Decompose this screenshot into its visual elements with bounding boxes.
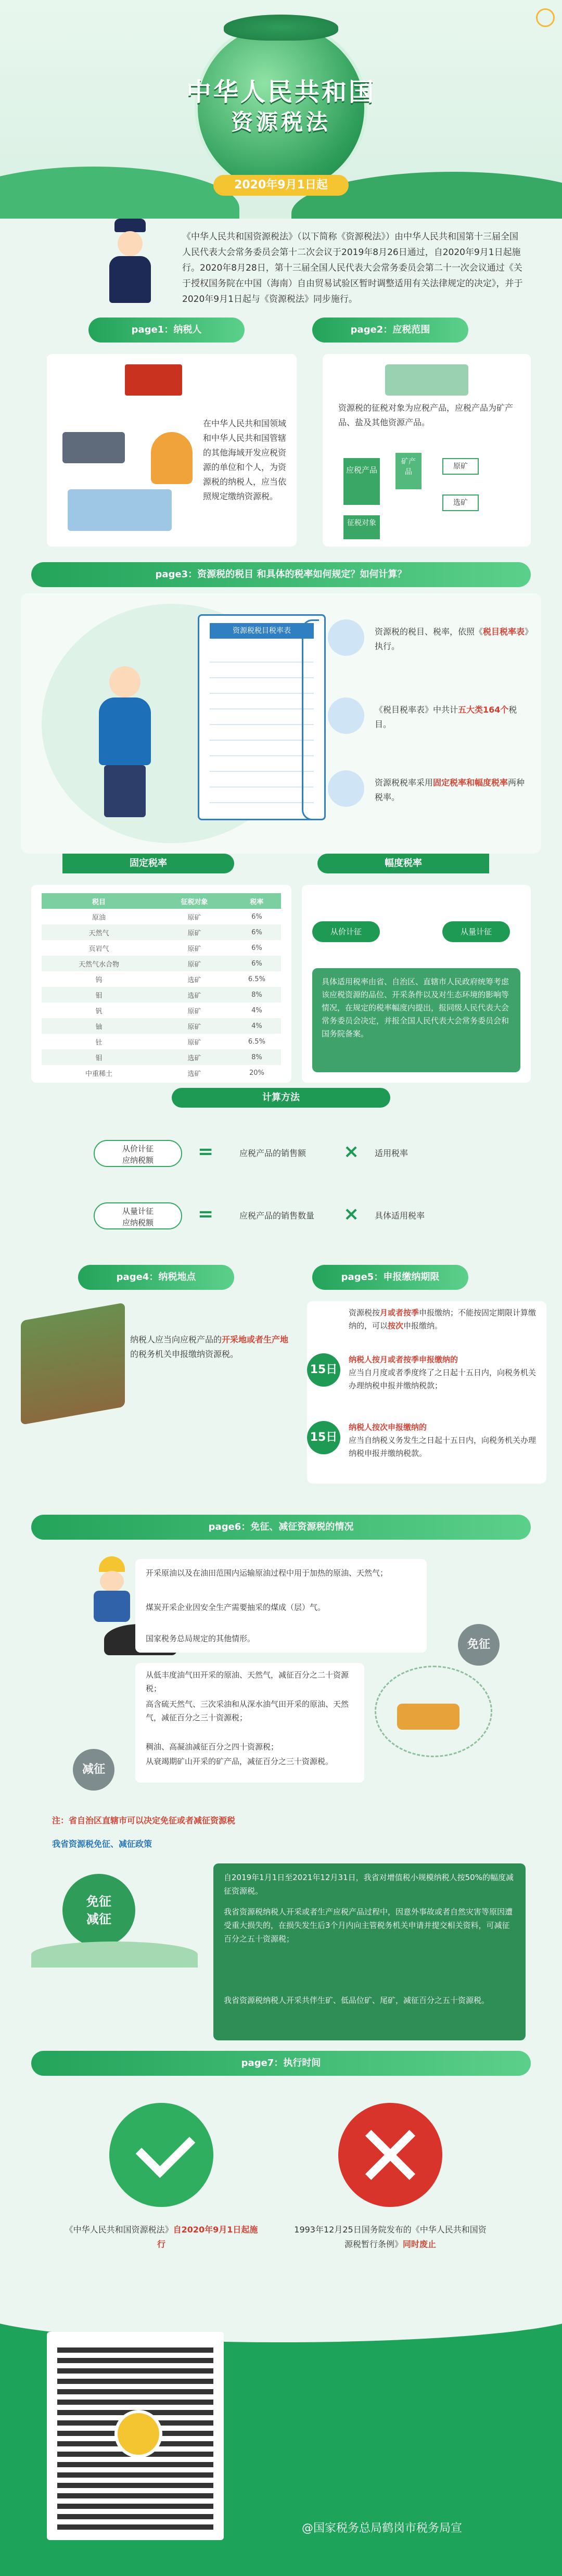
p1-pre: 资源税按: [349, 1308, 380, 1317]
free-item-2: 煤炭开采企业因安全生产需要抽采的煤成（层）气。: [146, 1603, 326, 1612]
table-row: [42, 1003, 281, 1018]
table-row: [42, 1049, 281, 1065]
day-badge-1: 15日: [307, 1353, 340, 1387]
formula2-l1: 从量计征: [122, 1207, 154, 1216]
cell: 6.5%: [248, 1037, 265, 1046]
page4-post: 的税务机关申报缴纳资源税。: [130, 1349, 239, 1359]
table-row: [42, 1065, 281, 1081]
header-cell: 征税对象: [156, 893, 233, 909]
reduce-item-4: 从衰竭期矿山开采的矿产品，减征百分之三十资源税。: [146, 1757, 334, 1766]
p7-left-pre: 《中华人民共和国资源税法》: [65, 2225, 173, 2235]
reduce-item-3: 稠油、高凝油减征百分之四十资源税；: [146, 1742, 279, 1752]
emblem-icon: [114, 2410, 162, 2458]
p3-head: 纳税人按次申报缴纳的: [349, 1423, 427, 1432]
footer: [0, 2311, 562, 2576]
page4-text: [130, 1333, 297, 1362]
cell: 8%: [233, 987, 281, 1003]
cell: 原矿: [156, 1018, 233, 1034]
cell: 6%: [251, 944, 262, 952]
miner-icon: [83, 1556, 140, 1624]
p7-left-red: 自2020年9月1日起施行: [157, 2225, 258, 2249]
fixed-rate-title: 固定税率: [62, 854, 234, 873]
check-circle-icon: [109, 2103, 213, 2207]
cell: 原矿: [187, 1038, 201, 1047]
item1-post: 》执行。: [375, 627, 529, 651]
cell: 钍: [95, 1038, 103, 1047]
cell: 钨: [95, 976, 103, 984]
intro-text: 《中华人民共和国资源税法》（以下简称《资源税法》）由中华人民共和国第十三届全国人民代表大会常务委员会第十二次会议于2019年8月26日通过，自2020年9月1日起施行。2020年8月28日，第十三届全国人民代表大会常务委员会第二十一次会议通过《关于授权国务院在中国（海南）自由贸易试验区暂时调整适用有关法律规定的决定》，并于2020年9月1日起与《资源税法》同步施行。: [182, 232, 523, 304]
item2-pre: 《税目税率表》中共计: [375, 705, 458, 715]
cell: 选矿: [187, 976, 201, 984]
page1-text: [203, 416, 291, 504]
times-sign: ×: [343, 1203, 360, 1225]
province-badge: [62, 1874, 135, 1947]
table-row: [42, 1034, 281, 1049]
cell: 原矿: [187, 913, 201, 922]
times-sign: ×: [343, 1141, 360, 1162]
header-cell: 税率: [233, 893, 281, 909]
cell: 中重稀土: [85, 1070, 113, 1078]
page6-note: 注：省自治区直辖市可以决定免征或者减征资源税: [52, 1816, 236, 1825]
province-card: [213, 1863, 526, 2040]
province-badge-1: 免征: [86, 1894, 111, 1909]
formula1-left: [94, 1140, 182, 1167]
cell: 选矿: [156, 987, 233, 1003]
banner: [0, 0, 562, 219]
gate-icon: [125, 364, 182, 396]
doc-icon: [328, 619, 364, 656]
cell: 选矿: [187, 1070, 201, 1078]
cell: 6%: [233, 924, 281, 940]
cell: 天然气水合物: [42, 956, 156, 971]
doc-title: 资源税税目税率表: [210, 623, 314, 639]
cell: 4%: [251, 1006, 262, 1014]
formula2-a: 应税产品的销售数量: [239, 1211, 315, 1221]
list-icon: [328, 697, 364, 734]
cross-circle-icon: [338, 2103, 442, 2207]
mining-machine-icon: [62, 432, 125, 463]
formula2-left: [94, 1202, 182, 1229]
item3-pre: 资源税税率采用: [375, 778, 433, 788]
page4-pre: 纳税人应当向应税产品的: [130, 1335, 222, 1344]
cell: 8%: [233, 1049, 281, 1065]
page3-item-1: [375, 625, 531, 654]
diagram-root: 应税产品: [343, 458, 380, 505]
cell: 天然气: [42, 924, 156, 940]
cell: 6%: [233, 956, 281, 971]
reduce-badge: 减征: [73, 1749, 114, 1791]
table-row: [42, 940, 281, 956]
cell: 6%: [251, 912, 262, 921]
page5-p3: [349, 1421, 541, 1460]
p1-post: 申报缴纳；不能按固定期限计算缴纳的，可以: [349, 1308, 537, 1330]
hill: [31, 1941, 198, 1968]
item3-red: 固定税率和幅度税率: [433, 778, 508, 788]
tab-page2: page2：应税范围: [312, 318, 468, 342]
page5-p2: [349, 1353, 541, 1392]
item2-red: 五大类164个: [458, 705, 509, 715]
page1-card: [47, 354, 297, 547]
cell: 铀: [42, 1018, 156, 1034]
tab-page3: page3：资源税的税目 和具体的税率如何规定？如何计算？: [31, 562, 531, 587]
cell: 钼: [42, 1049, 156, 1065]
title-sub: 资源税法: [231, 109, 331, 135]
page5-p1: [349, 1306, 541, 1333]
p7-right-pre: 1993年12月25日国务院发布的《中华人民共和国资源税暂行条例》: [294, 2225, 487, 2249]
free-card: [135, 1559, 427, 1653]
table-row: [42, 924, 281, 940]
cell: 原油: [92, 913, 106, 922]
province-item-3: 我省资源税纳税人开采共伴生矿、低品位矿、尾矿，减征百分之五十资源税。: [224, 1996, 490, 2005]
table-row: [42, 971, 281, 987]
worker-icon: [151, 432, 193, 484]
officer-figure-icon: [88, 666, 161, 822]
p1-red: 月或者按季: [380, 1308, 419, 1317]
water-icon: [68, 489, 172, 531]
item2-post: 税目。: [375, 705, 517, 729]
cell: 原矿: [187, 945, 201, 953]
tab-page5: page5：申报缴纳期限: [312, 1265, 468, 1290]
province-item-2: 我省资源税纳税人开采或者生产应税产品过程中，因意外事故或者自然灾害等原因遭受重大损失的，在损失发生后3个月内向主管税务机关申请并提交相关资料，可减征百分之五十资源税；: [224, 1907, 513, 1944]
p2-head: 纳税人按月或者按季申报缴纳的: [349, 1355, 458, 1364]
cell: 选矿: [156, 1049, 233, 1065]
cell: 页岩气: [88, 945, 109, 953]
range-rate-title: 幅度税率: [317, 854, 489, 873]
range-b1: 从价计征: [312, 921, 380, 942]
province-badge-2: 减征: [86, 1912, 111, 1926]
diagram-bottom: 征税对象: [343, 515, 380, 539]
cell: 20%: [249, 1069, 264, 1077]
page5-card: [307, 1301, 546, 1483]
cell: 4%: [233, 1018, 281, 1034]
item1-pre: 资源税的税目、税率，依照《: [375, 627, 483, 637]
page7-right: [291, 2223, 489, 2252]
item3-post: 两种税率。: [375, 778, 525, 802]
cell: 原矿: [187, 1007, 201, 1016]
page3-item-2: [375, 703, 531, 732]
table-row: [42, 956, 281, 971]
reduce-card: [135, 1663, 364, 1783]
hill: [0, 167, 239, 219]
effective-date: 2020年9月1日起: [213, 175, 349, 196]
table-row: [42, 987, 281, 1003]
page6-note2: 我省资源税免征、减征政策: [52, 1839, 152, 1849]
page4-red: 开采地或者生产地: [222, 1335, 289, 1344]
formula1-b: 适用税率: [375, 1148, 408, 1158]
cell: 钼: [42, 987, 156, 1003]
p3-text: 应当自纳税义务发生之日起十五日内，向税务机关办理纳税申报并缴纳税款。: [349, 1436, 537, 1458]
free-badge: 免征: [458, 1624, 500, 1666]
page2-text: 资源税的征税对象为应税产品，应税产品为矿产品、盐及其他资源产品。: [338, 403, 514, 427]
bracket: [302, 619, 319, 820]
range-rate-text: 具体适用税率由省、自治区、直辖市人民政府统筹考虑该应税资源的品位、开采条件以及对生态环境的影响等情况，在规定的税率幅度内提出，报同级人民代表大会常务委员会决定，并报全国人民代表大会常务委员会和国务院备案。: [312, 968, 520, 1072]
tax-object-diagram: [343, 453, 515, 541]
doc-lines: [210, 647, 314, 803]
diagram-b1: 原矿: [442, 458, 479, 475]
cell: 原矿: [156, 956, 233, 971]
cell: 钒: [95, 1007, 103, 1016]
page3-item-3: [375, 776, 531, 805]
qr-code: [47, 2332, 224, 2540]
p1-end: 申报缴纳。: [403, 1321, 443, 1330]
cell: 原矿: [156, 924, 233, 940]
formula2-l2: 应纳税额: [122, 1218, 154, 1227]
free-item-3: 国家税务总局规定的其他情形。: [146, 1634, 256, 1643]
tab-page4: page4：纳税地点: [78, 1265, 234, 1290]
title-main: 中华人民共和国: [186, 78, 376, 107]
mine-terrain-icon: [21, 1302, 125, 1425]
p1-red2: 按次: [388, 1321, 404, 1330]
page7-left: [62, 2223, 260, 2252]
formula2-b: 具体适用税率: [375, 1211, 425, 1221]
p2-text: 应当自月度或者季度终了之日起十五日内，向税务机关办理纳税申报并缴纳税款；: [349, 1368, 537, 1390]
fixed-rate-table: [42, 893, 281, 1081]
tab-page6: page6：免征、减征资源税的情况: [31, 1515, 531, 1540]
tree-crown-icon: [224, 15, 338, 41]
sun-icon: [536, 8, 555, 27]
formula1-a: 应税产品的销售额: [239, 1148, 306, 1158]
reduce-item-1: 从低丰度油气田开采的原油、天然气，减征百分之二十资源税；: [146, 1670, 349, 1693]
table-row: [42, 909, 281, 924]
formula1-l2: 应纳税额: [122, 1156, 154, 1165]
tab-page7: page7：执行时间: [31, 2051, 531, 2076]
footer-account: @国家税务总局鹤岗市税务局宣: [302, 2522, 463, 2535]
province-illustration: [31, 1863, 208, 1968]
formula1-l1: 从价计征: [122, 1144, 154, 1153]
reduce-item-2: 高含硫天然气、三次采油和从深水油气田开采的原油、天然气，减征百分之三十资源税；: [146, 1699, 349, 1722]
diagram-top: 矿产品: [395, 453, 422, 489]
diagram-b2: 选矿: [442, 494, 479, 511]
page1-desc: 在中华人民共和国领域和中华人民共和国管辖的其他海域开发应税资源的单位和个人，为资源税的纳税人，应当依照规定缴纳资源税。: [203, 418, 287, 501]
tab-page1: page1：纳税人: [88, 318, 245, 342]
header-cell: 税目: [42, 893, 156, 909]
table-row: [42, 1018, 281, 1034]
fuel-truck-icon: [375, 1666, 492, 1757]
p7-right-red: 同时废止: [403, 2239, 437, 2249]
equals-sign: =: [198, 1203, 214, 1225]
item1-red: 税目税率表: [483, 627, 525, 637]
day-badge-2: 15日: [307, 1421, 340, 1454]
page2-card: [323, 354, 531, 547]
calc-title: 计算方法: [172, 1088, 390, 1108]
cell: 6.5%: [248, 975, 265, 983]
factory-icon: [385, 364, 468, 396]
page3-panel: [21, 593, 541, 854]
equals-sign: =: [198, 1141, 214, 1162]
calc-panel: [31, 1119, 531, 1254]
range-b2: 从量计征: [442, 921, 510, 942]
tax-officer-icon: [99, 219, 161, 307]
free-item-1: 开采原油以及在油田范围内运输原油过程中用于加热的原油、天然气；: [146, 1568, 388, 1578]
calculator-icon: [328, 770, 364, 807]
range-rate-card: [302, 885, 531, 1083]
province-item-1: 自2019年1月1日至2021年12月31日，我省对增值税小规模纳税人按50%的幅度减征资源税。: [224, 1873, 514, 1896]
table-header-row: [42, 893, 281, 909]
fixed-rate-card: [31, 885, 291, 1083]
